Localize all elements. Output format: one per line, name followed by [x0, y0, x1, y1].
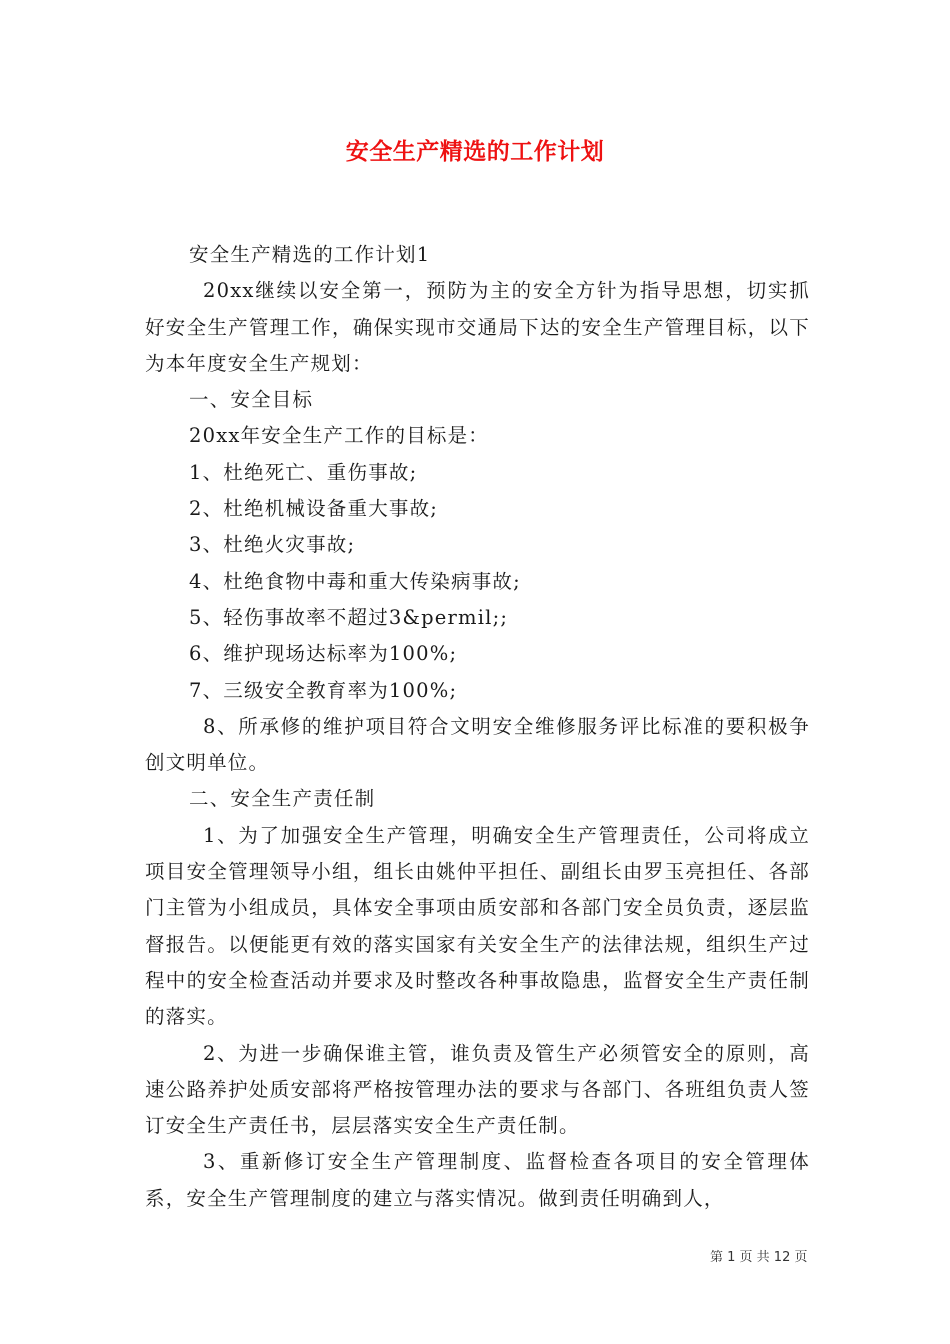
page-number-footer: 第 1 页 共 12 页 [710, 1250, 808, 1265]
paragraph: 安全生产精选的工作计划1 [189, 243, 431, 266]
list-item: 2、杜绝机械设备重大事故; [189, 497, 439, 521]
list-item: 6、维护现场达标率为100%; [189, 642, 458, 666]
list-item: 3、杜绝火灾事故; [189, 533, 356, 557]
paragraph: 1、为了加强安全生产管理，明确安全生产管理责任，公司将成立项目安全管理领导小组，组长由姚仲平担任、副组长由罗玉亮担任、各部门主管为小组成员，具体安全事项由质安部和各部门安全员负责，逐层监督报告。以便能更有效的落实国家有关安全生产的法律法规，组织生产过程中的安全检查活动并要求及时整改各种事故隐患，监督安全生产责任制的落实。 [145, 823, 810, 1029]
list-item: 4、杜绝食物中毒和重大传染病事故; [189, 569, 521, 593]
paragraph: 20xx继续以安全第一，预防为主的安全方针为指导思想，切实抓好安全生产管理工作，确保实现市交通局下达的安全生产管理目标，以下为本年度安全生产规划： [145, 279, 810, 375]
list-item: 7、三级安全教育率为100%; [189, 678, 458, 702]
paragraph: 3、重新修订安全生产管理制度、监督检查各项目的安全管理体系，安全生产管理制度的建立与落实情况。做到责任明确到人， [145, 1150, 810, 1210]
list-item: 5、轻伤事故率不超过3&permil;; [189, 605, 509, 629]
list-item: 1、杜绝死亡、重伤事故; [189, 460, 418, 484]
section-heading: 一、安全目标 [189, 388, 314, 412]
paragraph: 2、为进一步确保谁主管，谁负责及管生产必须管安全的原则，高速公路养护处质安部将严格按管理办法的要求与各部门、各班组负责人签订安全生产责任书，层层落实安全生产责任制。 [145, 1041, 810, 1138]
document-body [145, 237, 810, 1217]
section-heading: 二、安全生产责任制 [189, 787, 376, 811]
paragraph: 20xx年安全生产工作的目标是： [189, 424, 490, 448]
list-item: 8、所承修的维护项目符合文明安全维修服务评比标准的要积极争创文明单位。 [145, 714, 810, 775]
document-title: 安全生产精选的工作计划 [345, 139, 605, 165]
